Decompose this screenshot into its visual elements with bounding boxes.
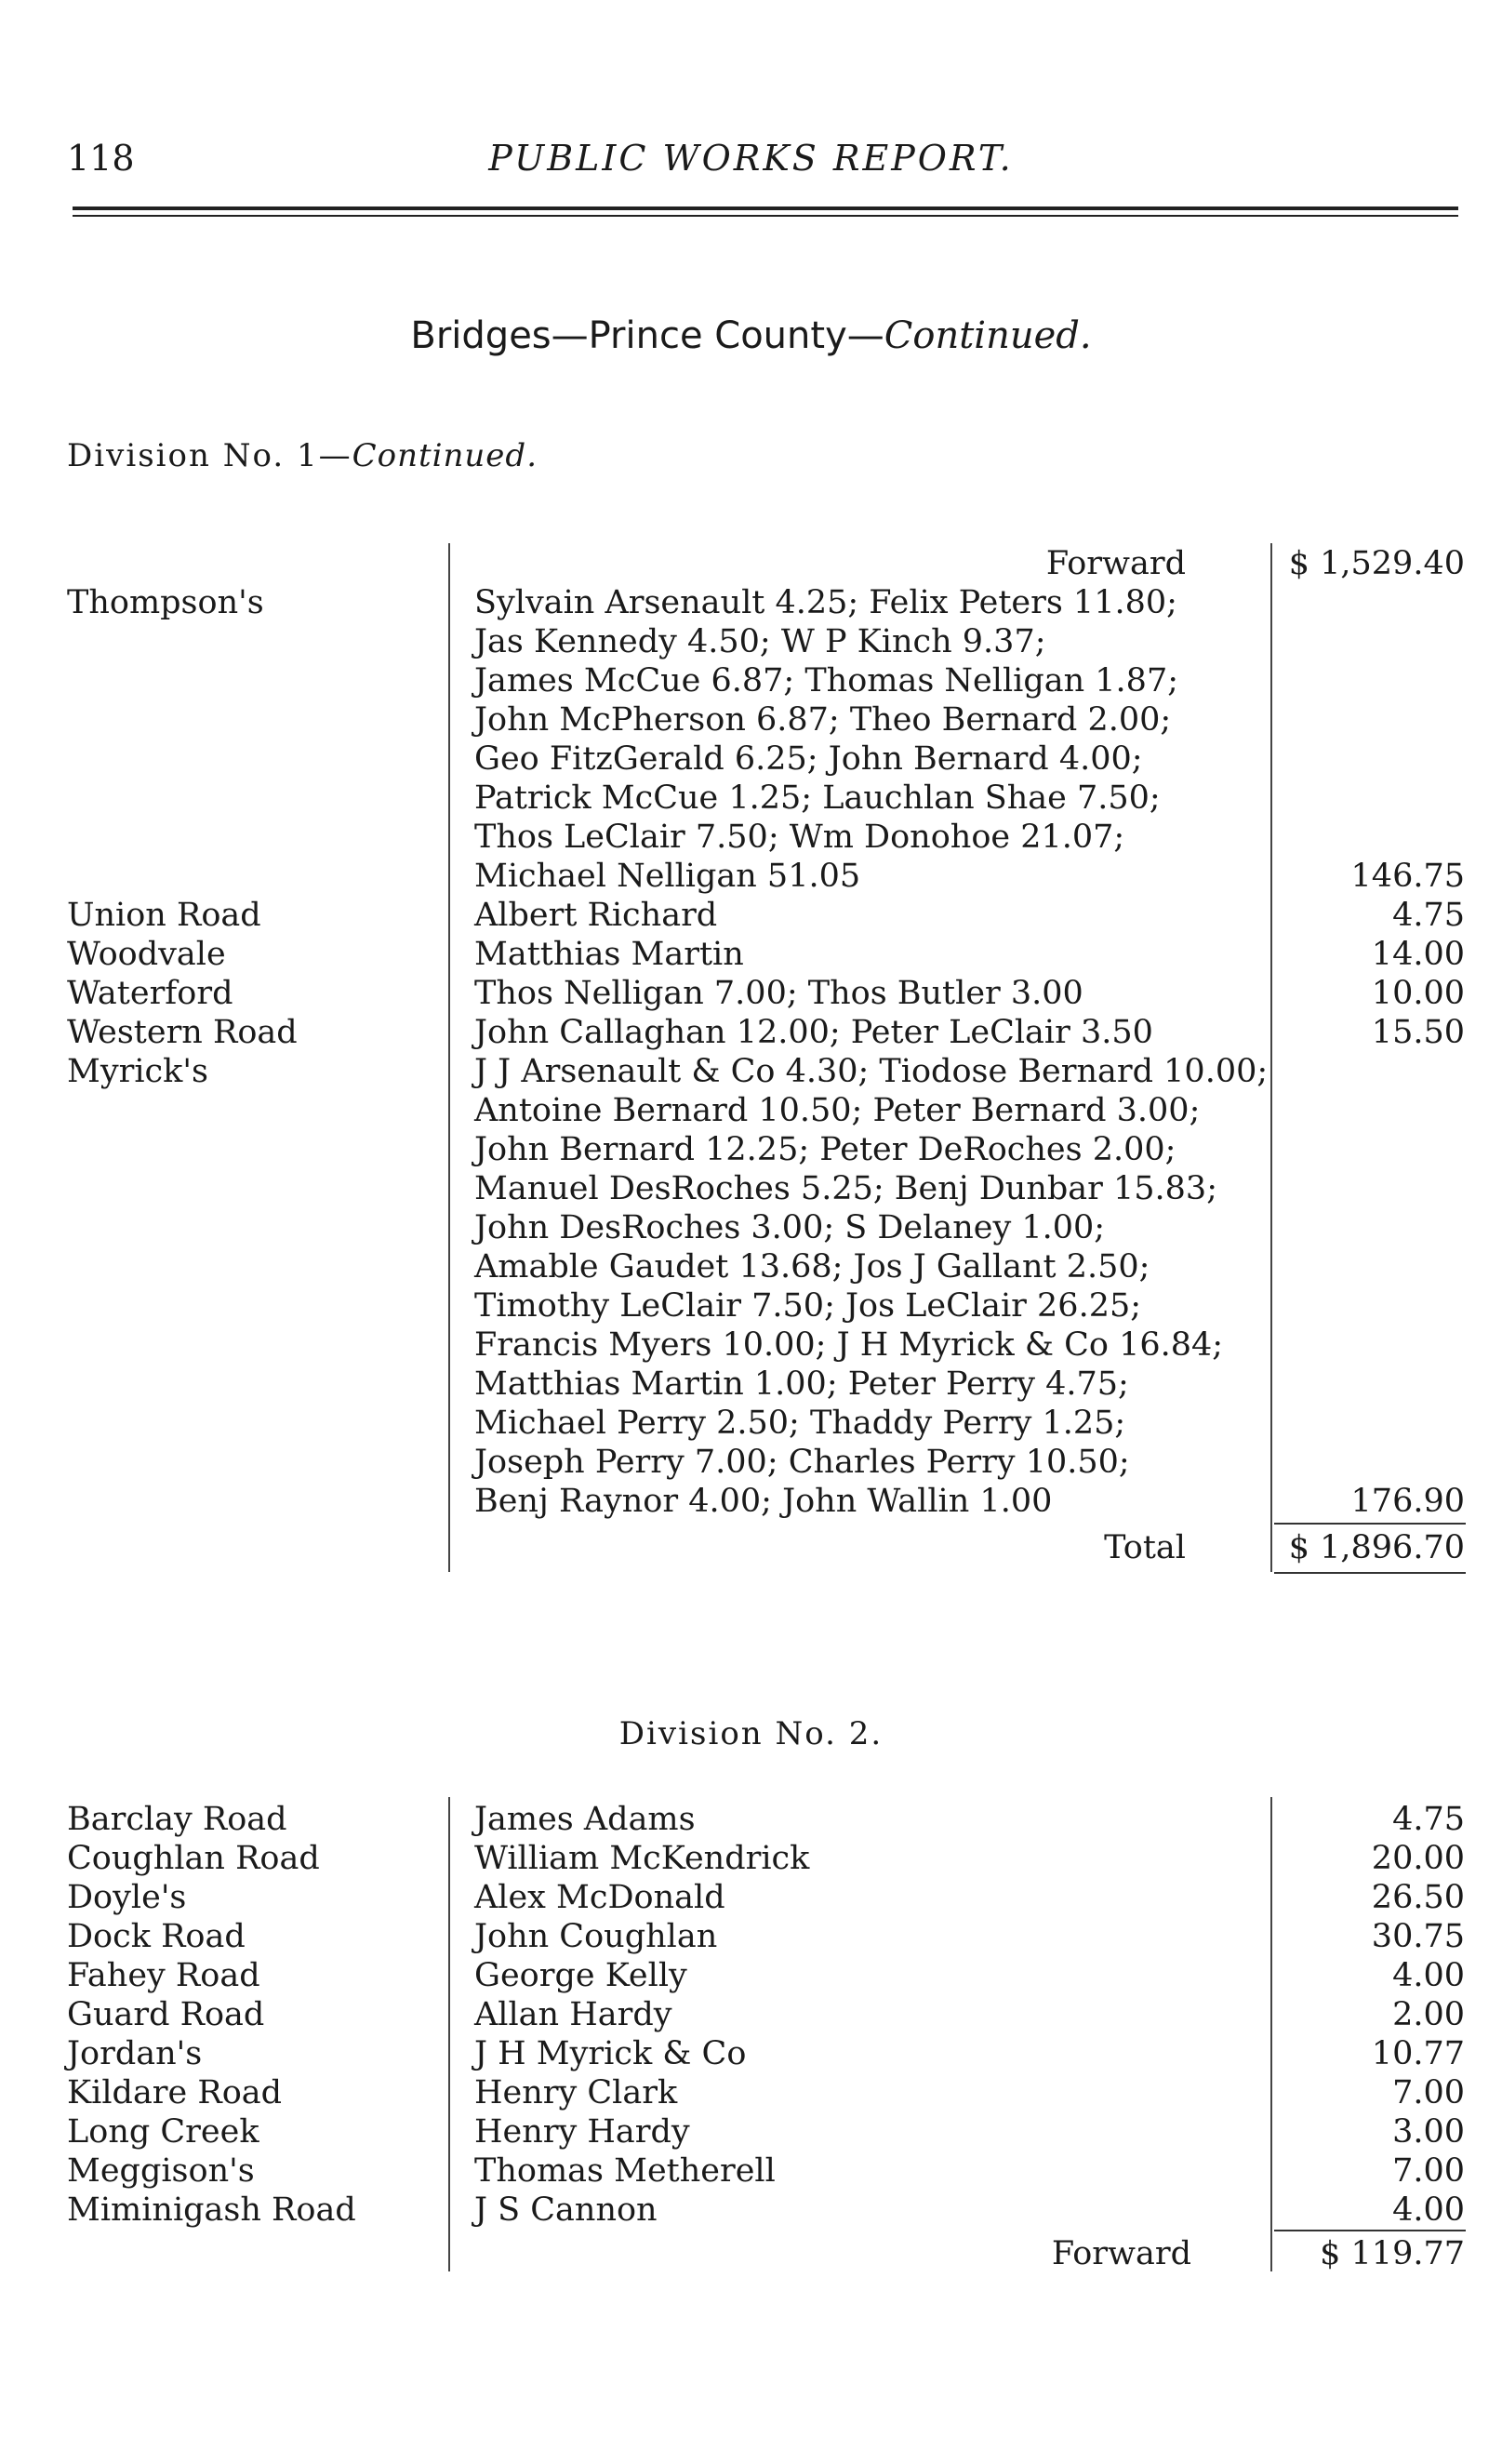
amount-value: 176.90 <box>1350 1483 1465 1520</box>
location-label: Woodvale <box>67 936 226 973</box>
header-rule-thin <box>73 215 1458 217</box>
amount-value: 7.00 <box>1392 2074 1465 2111</box>
payee-line: Amable Gaudet 13.68; Jos J Gallant 2.50; <box>474 1248 1150 1285</box>
payee-line: Matthias Martin 1.00; Peter Perry 4.75; <box>474 1365 1129 1403</box>
location-label: Miminigash Road <box>67 2191 356 2229</box>
division-2-right-rule <box>1270 1797 1272 2271</box>
forward-rule <box>1274 2230 1466 2231</box>
payee-line: John Coughlan <box>474 1918 718 1955</box>
amount-value: 15.50 <box>1371 1014 1465 1051</box>
payee-line: Sylvain Arsenault 4.25; Felix Peters 11.80; <box>474 584 1177 621</box>
payee-line: William McKendrick <box>474 1840 810 1877</box>
division-1-total-label: Total <box>1104 1529 1186 1566</box>
total-rule-bottom <box>1274 1572 1466 1574</box>
division-2-forward-label: Forward <box>1051 2235 1191 2272</box>
payee-line: Thos Nelligan 7.00; Thos Butler 3.00 <box>474 975 1083 1012</box>
payee-line: Thomas Metherell <box>474 2152 776 2190</box>
division-2-left-rule <box>448 1797 450 2271</box>
payee-line: John Callaghan 12.00; Peter LeClair 3.50 <box>474 1014 1153 1051</box>
payee-line: Thos LeClair 7.50; Wm Donohoe 21.07; <box>474 819 1125 856</box>
amount-value: 14.00 <box>1371 936 1465 973</box>
total-rule-top <box>1274 1523 1466 1525</box>
amount-value: 4.75 <box>1392 897 1465 934</box>
page-number: 118 <box>67 138 135 179</box>
payee-line: Alex McDonald <box>474 1879 725 1916</box>
location-label: Thompson's <box>67 584 264 621</box>
payee-line: John Bernard 12.25; Peter DeRoches 2.00; <box>474 1131 1176 1168</box>
payee-line: James McCue 6.87; Thomas Nelligan 1.87; <box>474 662 1179 699</box>
amount-value: 4.75 <box>1392 1801 1465 1838</box>
location-label: Western Road <box>67 1014 298 1051</box>
amount-value: 2.00 <box>1392 1996 1465 2033</box>
payee-line: J H Myrick & Co <box>474 2035 747 2072</box>
amount-value: 7.00 <box>1392 2152 1465 2190</box>
amount-value: 30.75 <box>1371 1918 1465 1955</box>
division-2-forward-amount: $ 119.77 <box>1320 2235 1465 2272</box>
amount-value: 26.50 <box>1371 1879 1465 1916</box>
location-label: Fahey Road <box>67 1957 260 1994</box>
location-label: Jordan's <box>67 2035 203 2072</box>
payee-line: Timothy LeClair 7.50; Jos LeClair 26.25; <box>474 1287 1142 1325</box>
amount-value: 10.77 <box>1371 2035 1465 2072</box>
payee-line: J J Arsenault & Co 4.30; Tiodose Bernard 10.00; <box>474 1053 1269 1090</box>
location-label: Dock Road <box>67 1918 246 1955</box>
payee-line: J S Cannon <box>474 2191 658 2229</box>
payee-line: Francis Myers 10.00; J H Myrick & Co 16.84; <box>474 1326 1224 1364</box>
division-1-total-amount: $ 1,896.70 <box>1288 1529 1465 1566</box>
payee-line: Henry Hardy <box>474 2113 690 2151</box>
division-1-forward-amount: $ 1,529.40 <box>1288 545 1465 582</box>
location-label: Coughlan Road <box>67 1840 320 1877</box>
payee-line: Albert Richard <box>474 897 718 934</box>
location-label: Kildare Road <box>67 2074 283 2111</box>
amount-value: 146.75 <box>1350 858 1465 895</box>
division-2-heading: Division No. 2. <box>618 1715 884 1752</box>
division-1-right-rule <box>1270 543 1272 1572</box>
payee-line: John McPherson 6.87; Theo Bernard 2.00; <box>474 701 1172 739</box>
payee-line: Benj Raynor 4.00; John Wallin 1.00 <box>474 1483 1053 1520</box>
division-1-label: Division No. 1— <box>67 437 352 474</box>
payee-line: Jas Kennedy 4.50; W P Kinch 9.37; <box>474 623 1046 660</box>
division-1-left-rule <box>448 543 450 1572</box>
payee-line: George Kelly <box>474 1957 687 1994</box>
payee-line: Joseph Perry 7.00; Charles Perry 10.50; <box>474 1444 1130 1481</box>
section-title-continued: Continued. <box>884 314 1092 357</box>
division-1-heading <box>67 437 538 474</box>
payee-line: Michael Nelligan 51.05 <box>474 858 861 895</box>
amount-value: 20.00 <box>1371 1840 1465 1877</box>
amount-value: 4.00 <box>1392 2191 1465 2229</box>
location-label: Doyle's <box>67 1879 187 1916</box>
amount-value: 10.00 <box>1371 975 1465 1012</box>
payee-line: John DesRoches 3.00; S Delaney 1.00; <box>474 1209 1106 1246</box>
header-rule-thick <box>73 206 1458 210</box>
location-label: Guard Road <box>67 1996 265 2033</box>
payee-line: Henry Clark <box>474 2074 678 2111</box>
location-label: Barclay Road <box>67 1801 287 1838</box>
amount-value: 3.00 <box>1392 2113 1465 2151</box>
payee-line: Manuel DesRoches 5.25; Benj Dunbar 15.83; <box>474 1170 1217 1207</box>
section-title <box>0 314 1502 357</box>
payee-line: Allan Hardy <box>474 1996 672 2033</box>
location-label: Myrick's <box>67 1053 208 1090</box>
location-label: Long Creek <box>67 2113 259 2151</box>
payee-line: Patrick McCue 1.25; Lauchlan Shae 7.50; <box>474 779 1161 817</box>
payee-line: Matthias Martin <box>474 936 744 973</box>
payee-line: Geo FitzGerald 6.25; John Bernard 4.00; <box>474 740 1143 778</box>
payee-line: Michael Perry 2.50; Thaddy Perry 1.25; <box>474 1405 1126 1442</box>
location-label: Union Road <box>67 897 261 934</box>
running-title: PUBLIC WORKS REPORT. <box>488 138 1014 179</box>
section-title-main: Bridges—Prince County— <box>410 314 884 357</box>
amount-value: 4.00 <box>1392 1957 1465 1994</box>
division-1-forward-label: Forward <box>1045 545 1186 582</box>
payee-line: Antoine Bernard 10.50; Peter Bernard 3.00; <box>474 1092 1201 1129</box>
payee-line: James Adams <box>474 1801 696 1838</box>
location-label: Meggison's <box>67 2152 255 2190</box>
division-1-continued: Continued. <box>352 437 538 474</box>
location-label: Waterford <box>67 975 233 1012</box>
